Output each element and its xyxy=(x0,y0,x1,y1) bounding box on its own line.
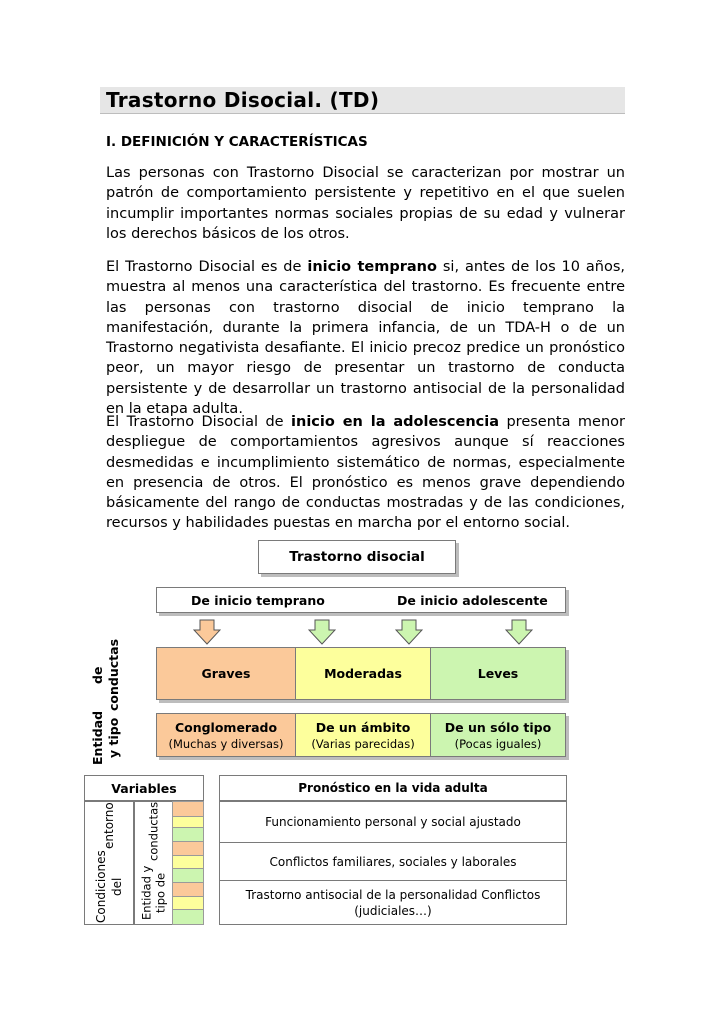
outcome-conflicts: Conflictos familiares, sociales y laborales xyxy=(219,843,567,881)
color-cell xyxy=(172,883,204,897)
adolescent-onset-term: inicio en la adolescencia xyxy=(291,414,500,430)
severity-graves: Graves xyxy=(157,648,295,699)
conduct-side-label: Entidad y tipo de conductas xyxy=(90,638,121,766)
page-title: Trastorno Disocial. (TD) xyxy=(106,88,380,112)
color-cell xyxy=(172,910,204,925)
arrow-down-icon xyxy=(395,619,423,645)
variables-header: Variables xyxy=(84,775,204,801)
arrow-down-icon xyxy=(308,619,336,645)
color-cell xyxy=(172,856,204,869)
paragraph-early-onset: El Trastorno Disocial es de inicio temprano si, antes de los 10 años, muestra al menos una característica del trastorno. Es frecuente entre las personas con trastorno disocial de inicio temprano la manifestación, durante la primera infancia, de un TDA-H o de un Trastorno negativista desafiante. El inicio precoz predice un pronóstico peor, un mayor riesgo de presentar un trastorno de conducta persistente y de desarrollar un trastorno antisocial de la personalidad en la etapa adulta. xyxy=(106,259,626,418)
onset-early-label: De inicio temprano xyxy=(191,593,325,608)
severity-leves: Leves xyxy=(430,648,565,699)
color-cell xyxy=(172,817,204,828)
prognosis-header: Pronóstico en la vida adulta xyxy=(219,775,567,801)
root-box: Trastorno disocial xyxy=(258,540,456,574)
type-conglomerado: Conglomerado (Muchas y diversas) xyxy=(157,714,295,756)
section-heading: I. DEFINICIÓN Y CARACTERÍSTICAS xyxy=(106,134,368,150)
color-cell xyxy=(172,897,204,910)
color-cell xyxy=(172,842,204,856)
type-un-solo-tipo: De un sólo tipo (Pocas iguales) xyxy=(430,714,565,756)
arrow-down-icon xyxy=(193,619,221,645)
paragraph-adolescent-onset: El Trastorno Disocial de inicio en la adolescencia presenta menor despliegue de comportamientos agresivos aunque sí reacciones desmedidas e incumplimiento sistemático de normas, especialmente en presencia de otros. El pronóstico es menos grave dependiendo básicamente del rango de conductas mostradas y de las condiciones, recursos y habilidades puestas en marcha por el entorno social. xyxy=(106,414,625,532)
types-row xyxy=(156,713,566,757)
conduct-variable-label: Entidad y tipo de conductas xyxy=(134,801,172,925)
color-cell xyxy=(172,828,204,842)
type-un-ambito: De un ámbito (Varias parecidas) xyxy=(295,714,430,756)
environment-label: Condiciones del entorno xyxy=(84,801,134,925)
outcome-adjusted: Funcionamiento personal y social ajustado xyxy=(219,801,567,843)
arrow-down-icon xyxy=(505,619,533,645)
severity-row xyxy=(156,647,566,700)
onset-box xyxy=(156,587,566,613)
color-cell xyxy=(172,801,204,817)
color-cell xyxy=(172,869,204,883)
early-onset-term: inicio temprano xyxy=(307,259,437,275)
severity-moderadas: Moderadas xyxy=(295,648,430,699)
outcome-antisocial: Trastorno antisocial de la personalidad Conflictos (judiciales…) xyxy=(219,881,567,925)
paragraph-definition: Las personas con Trastorno Disocial se caracterizan por mostrar un patrón de comportamiento persistente y repetitivo en el que suelen incumplir importantes normas sociales propias de su edad y vulnerar los derechos básicos de los otros. xyxy=(106,165,625,242)
onset-adolescent-label: De inicio adolescente xyxy=(397,593,548,608)
